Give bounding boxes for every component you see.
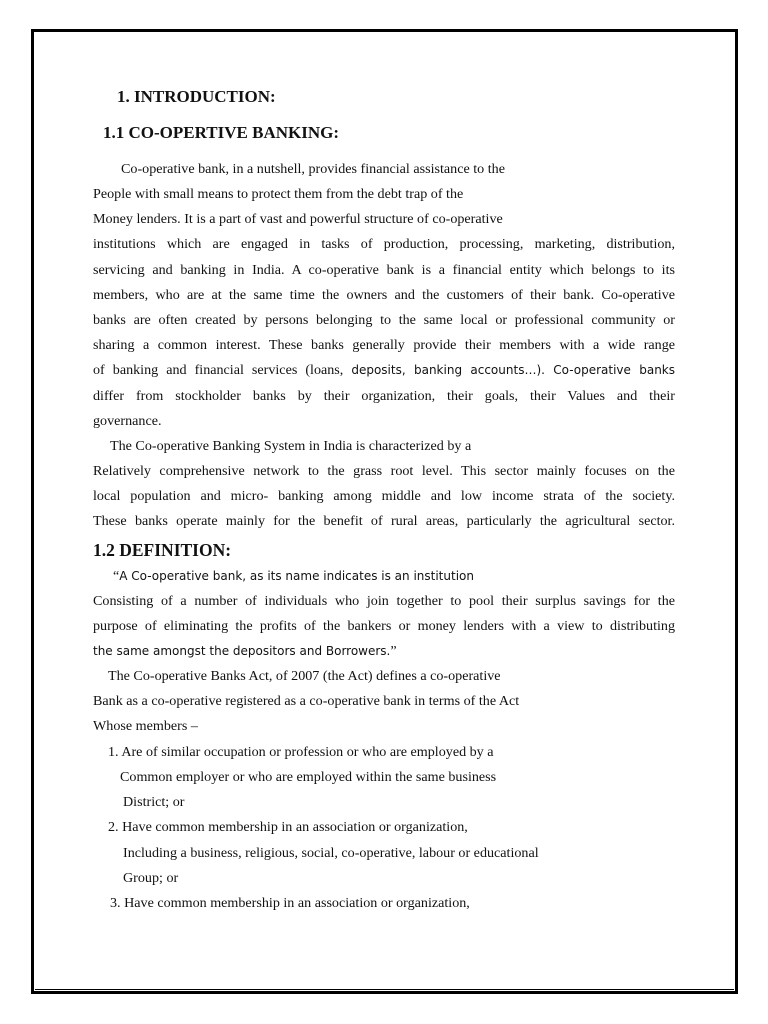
paragraph-line: institutions which are engaged in tasks of production, processing, marketing, distribution, bbox=[93, 236, 675, 252]
member-item-1: 1. Are of similar occupation or profession or who are employed by a bbox=[108, 744, 494, 760]
paragraph-line: governance. bbox=[93, 413, 162, 429]
paragraph-line: servicing and banking in India. A co-operative bank is a financial entity which belongs to its bbox=[93, 262, 675, 278]
member-item-1-continuation: Common employer or who are employed within the same business bbox=[120, 769, 497, 785]
quote-close-mark: ” bbox=[390, 643, 397, 659]
paragraph-line-services bbox=[93, 361, 675, 379]
heading-cooperative-banking: 1.1 CO-OPERTIVE BANKING: bbox=[103, 123, 339, 142]
member-item-2: 2. Have common membership in an association or organization, bbox=[108, 819, 468, 835]
act-line: The Co-operative Banks Act, of 2007 (the Act) defines a co-operative bbox=[108, 668, 501, 684]
paragraph-line: Relatively comprehensive network to the grass root level. This sector mainly focuses on the bbox=[93, 463, 675, 479]
paragraph-line: banks are often created by persons belonging to the same local or professional community or bbox=[93, 312, 675, 328]
quote-line: Consisting of a number of individuals who join together to pool their surplus savings for the bbox=[93, 593, 675, 609]
paragraph-line: These banks operate mainly for the benefit of rural areas, particularly the agricultural sector. bbox=[93, 513, 675, 529]
quote-start-text: A Co-operative bank, as its name indicates is an institution bbox=[119, 569, 474, 583]
quote-end-text: the same amongst the depositors and Borrowers. bbox=[93, 644, 391, 658]
member-item-2-continuation: Group; or bbox=[123, 870, 179, 886]
act-line: Bank as a co-operative registered as a co-operative bank in terms of the Act bbox=[93, 693, 520, 709]
paragraph-line: sharing a common interest. These banks generally provide their members with a wide range bbox=[93, 337, 675, 353]
quote-open-mark: “ bbox=[113, 568, 120, 584]
member-item-2-continuation: Including a business, religious, social, co-operative, labour or educational bbox=[123, 845, 539, 861]
services-alt-text: deposits, banking accounts…). Co-operative banks bbox=[351, 363, 676, 377]
heading-introduction: 1. INTRODUCTION: bbox=[117, 87, 276, 106]
paragraph-line: differ from stockholder banks by their organization, their goals, their Values and their bbox=[93, 388, 675, 404]
member-item-3: 3. Have common membership in an association or organization, bbox=[110, 895, 470, 911]
heading-definition: 1.2 DEFINITION: bbox=[93, 540, 232, 560]
services-lead-text: of banking and financial services (loans, bbox=[93, 362, 352, 378]
quote-line-end bbox=[93, 642, 397, 660]
quote-line-start bbox=[113, 567, 474, 585]
quote-line: purpose of eliminating the profits of the bankers or money lenders with a view to distributing bbox=[93, 618, 675, 634]
paragraph-line: members, who are at the same time the owners and the customers of their bank. Co-operative bbox=[93, 287, 675, 303]
paragraph-line: The Co-operative Banking System in India is characterized by a bbox=[110, 438, 472, 454]
paragraph-line: Co-operative bank, in a nutshell, provides financial assistance to the bbox=[121, 161, 505, 177]
paragraph-line: local population and micro- banking among middle and low income strata of the society. bbox=[93, 488, 675, 504]
paragraph-line: Money lenders. It is a part of vast and powerful structure of co-operative bbox=[93, 211, 503, 227]
paragraph-line: People with small means to protect them from the debt trap of the bbox=[93, 186, 464, 202]
member-item-1-continuation: District; or bbox=[123, 794, 185, 810]
page-border-bottom-rule bbox=[35, 989, 734, 990]
act-line: Whose members – bbox=[93, 718, 198, 734]
